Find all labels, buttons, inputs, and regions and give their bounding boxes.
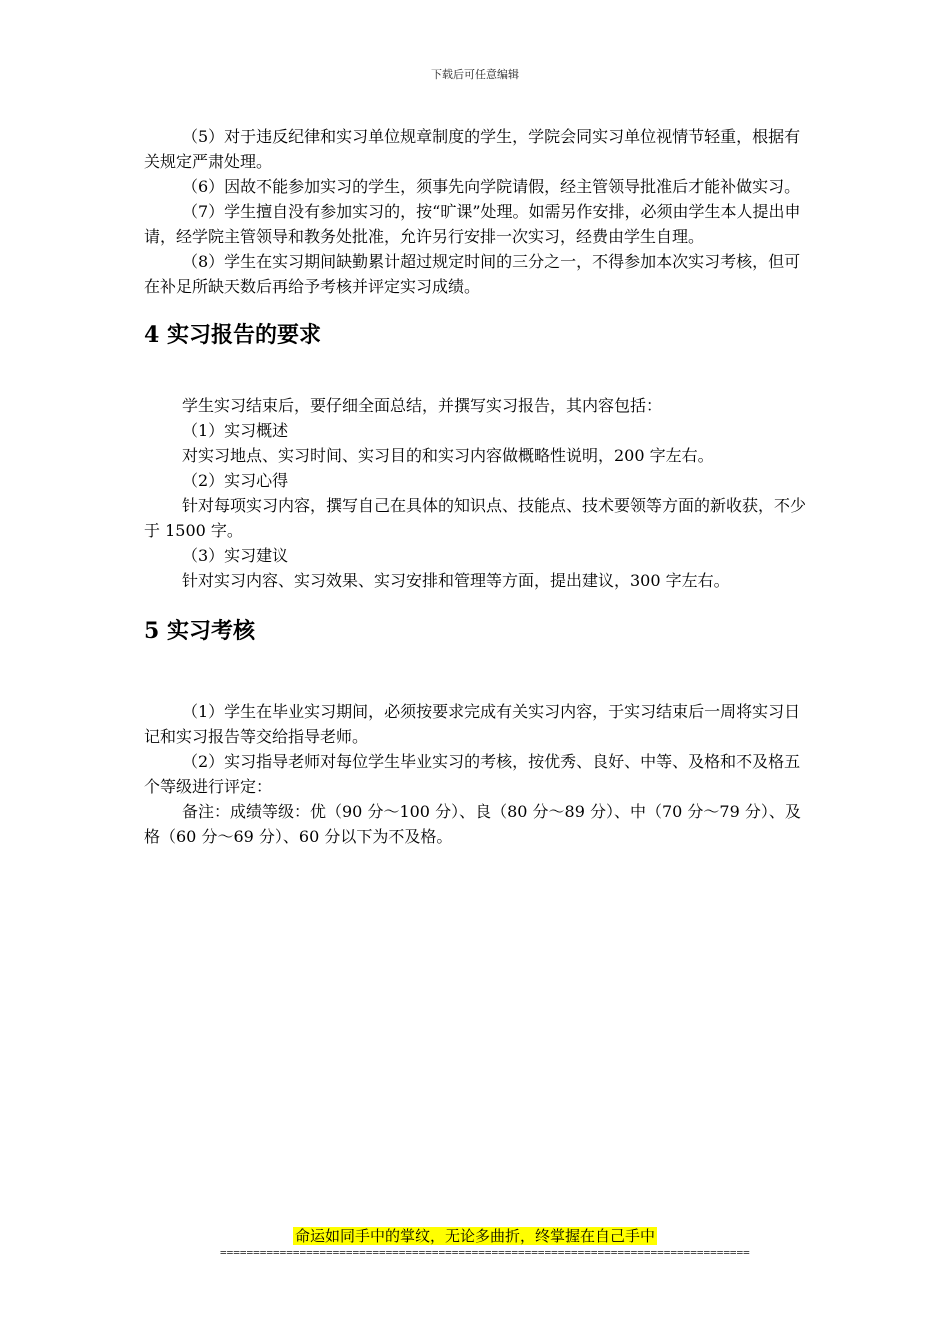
report-item-3-title: （3）实习建议 [182, 546, 289, 565]
report-intro: 学生实习结束后，要仔细全面总结，并撰写实习报告，其内容包括： [182, 396, 663, 415]
paragraph-rule-8: （8）学生在实习期间缺勤累计超过规定时间的三分之一，不得参加本次实习考核，但可在补足所缺天数后再给予考核并评定实习成绩。 [144, 252, 801, 296]
paragraph-rule-7: （7）学生擅自没有参加实习的，按“旷课”处理。如需另作安排，必须由学生本人提出申请，经学院主管领导和教务处批准，允许另行安排一次实习，经费由学生自理。 [144, 202, 801, 246]
report-item-1-text: 对实习地点、实习时间、实习目的和实习内容做概略性说明，200 字左右。 [182, 446, 714, 465]
page-header: 下载后可任意编辑 [431, 68, 519, 81]
paragraph-rule-6: （6）因故不能参加实习的学生，须事先向学院请假，经主管领导批准后才能补做实习。 [182, 177, 801, 196]
footer-quote-text: 命运如同手中的掌纹，无论多曲折，终掌握在自己手中 [294, 1227, 655, 1245]
paragraph-rule-5: （5）对于违反纪律和实习单位规章制度的学生，学院会同实习单位视情节轻重，根据有关规定严肃处理。 [144, 127, 801, 171]
footer-rule: ================================================================================ [220, 1246, 750, 1259]
assessment-item-1: （1）学生在毕业实习期间，必须按要求完成有关实习内容，于实习结束后一周将实习日记和实习报告等交给指导老师。 [144, 702, 801, 746]
document-body [144, 124, 806, 849]
report-item-1-title: （1）实习概述 [182, 421, 289, 440]
footer-quote [0, 1226, 950, 1246]
report-item-2-title: （2）实习心得 [182, 471, 289, 490]
section-4-heading: 4 实习报告的要求 [144, 322, 321, 348]
assessment-note: 备注：成绩等级：优（90 分～100 分）、良（80 分～89 分）、中（70 分～79 分）、及格（60 分～69 分）、60 分以下为不及格。 [144, 802, 801, 846]
section-5-heading: 5 实习考核 [144, 618, 255, 644]
assessment-item-2: （2）实习指导老师对每位学生毕业实习的考核，按优秀、良好、中等、及格和不及格五个等级进行评定： [144, 752, 801, 796]
report-item-2-text: 针对每项实习内容，撰写自己在具体的知识点、技能点、技术要领等方面的新收获，不少于 1500 字。 [144, 496, 807, 540]
report-item-3-text: 针对实习内容、实习效果、实习安排和管理等方面，提出建议，300 字左右。 [182, 571, 730, 590]
